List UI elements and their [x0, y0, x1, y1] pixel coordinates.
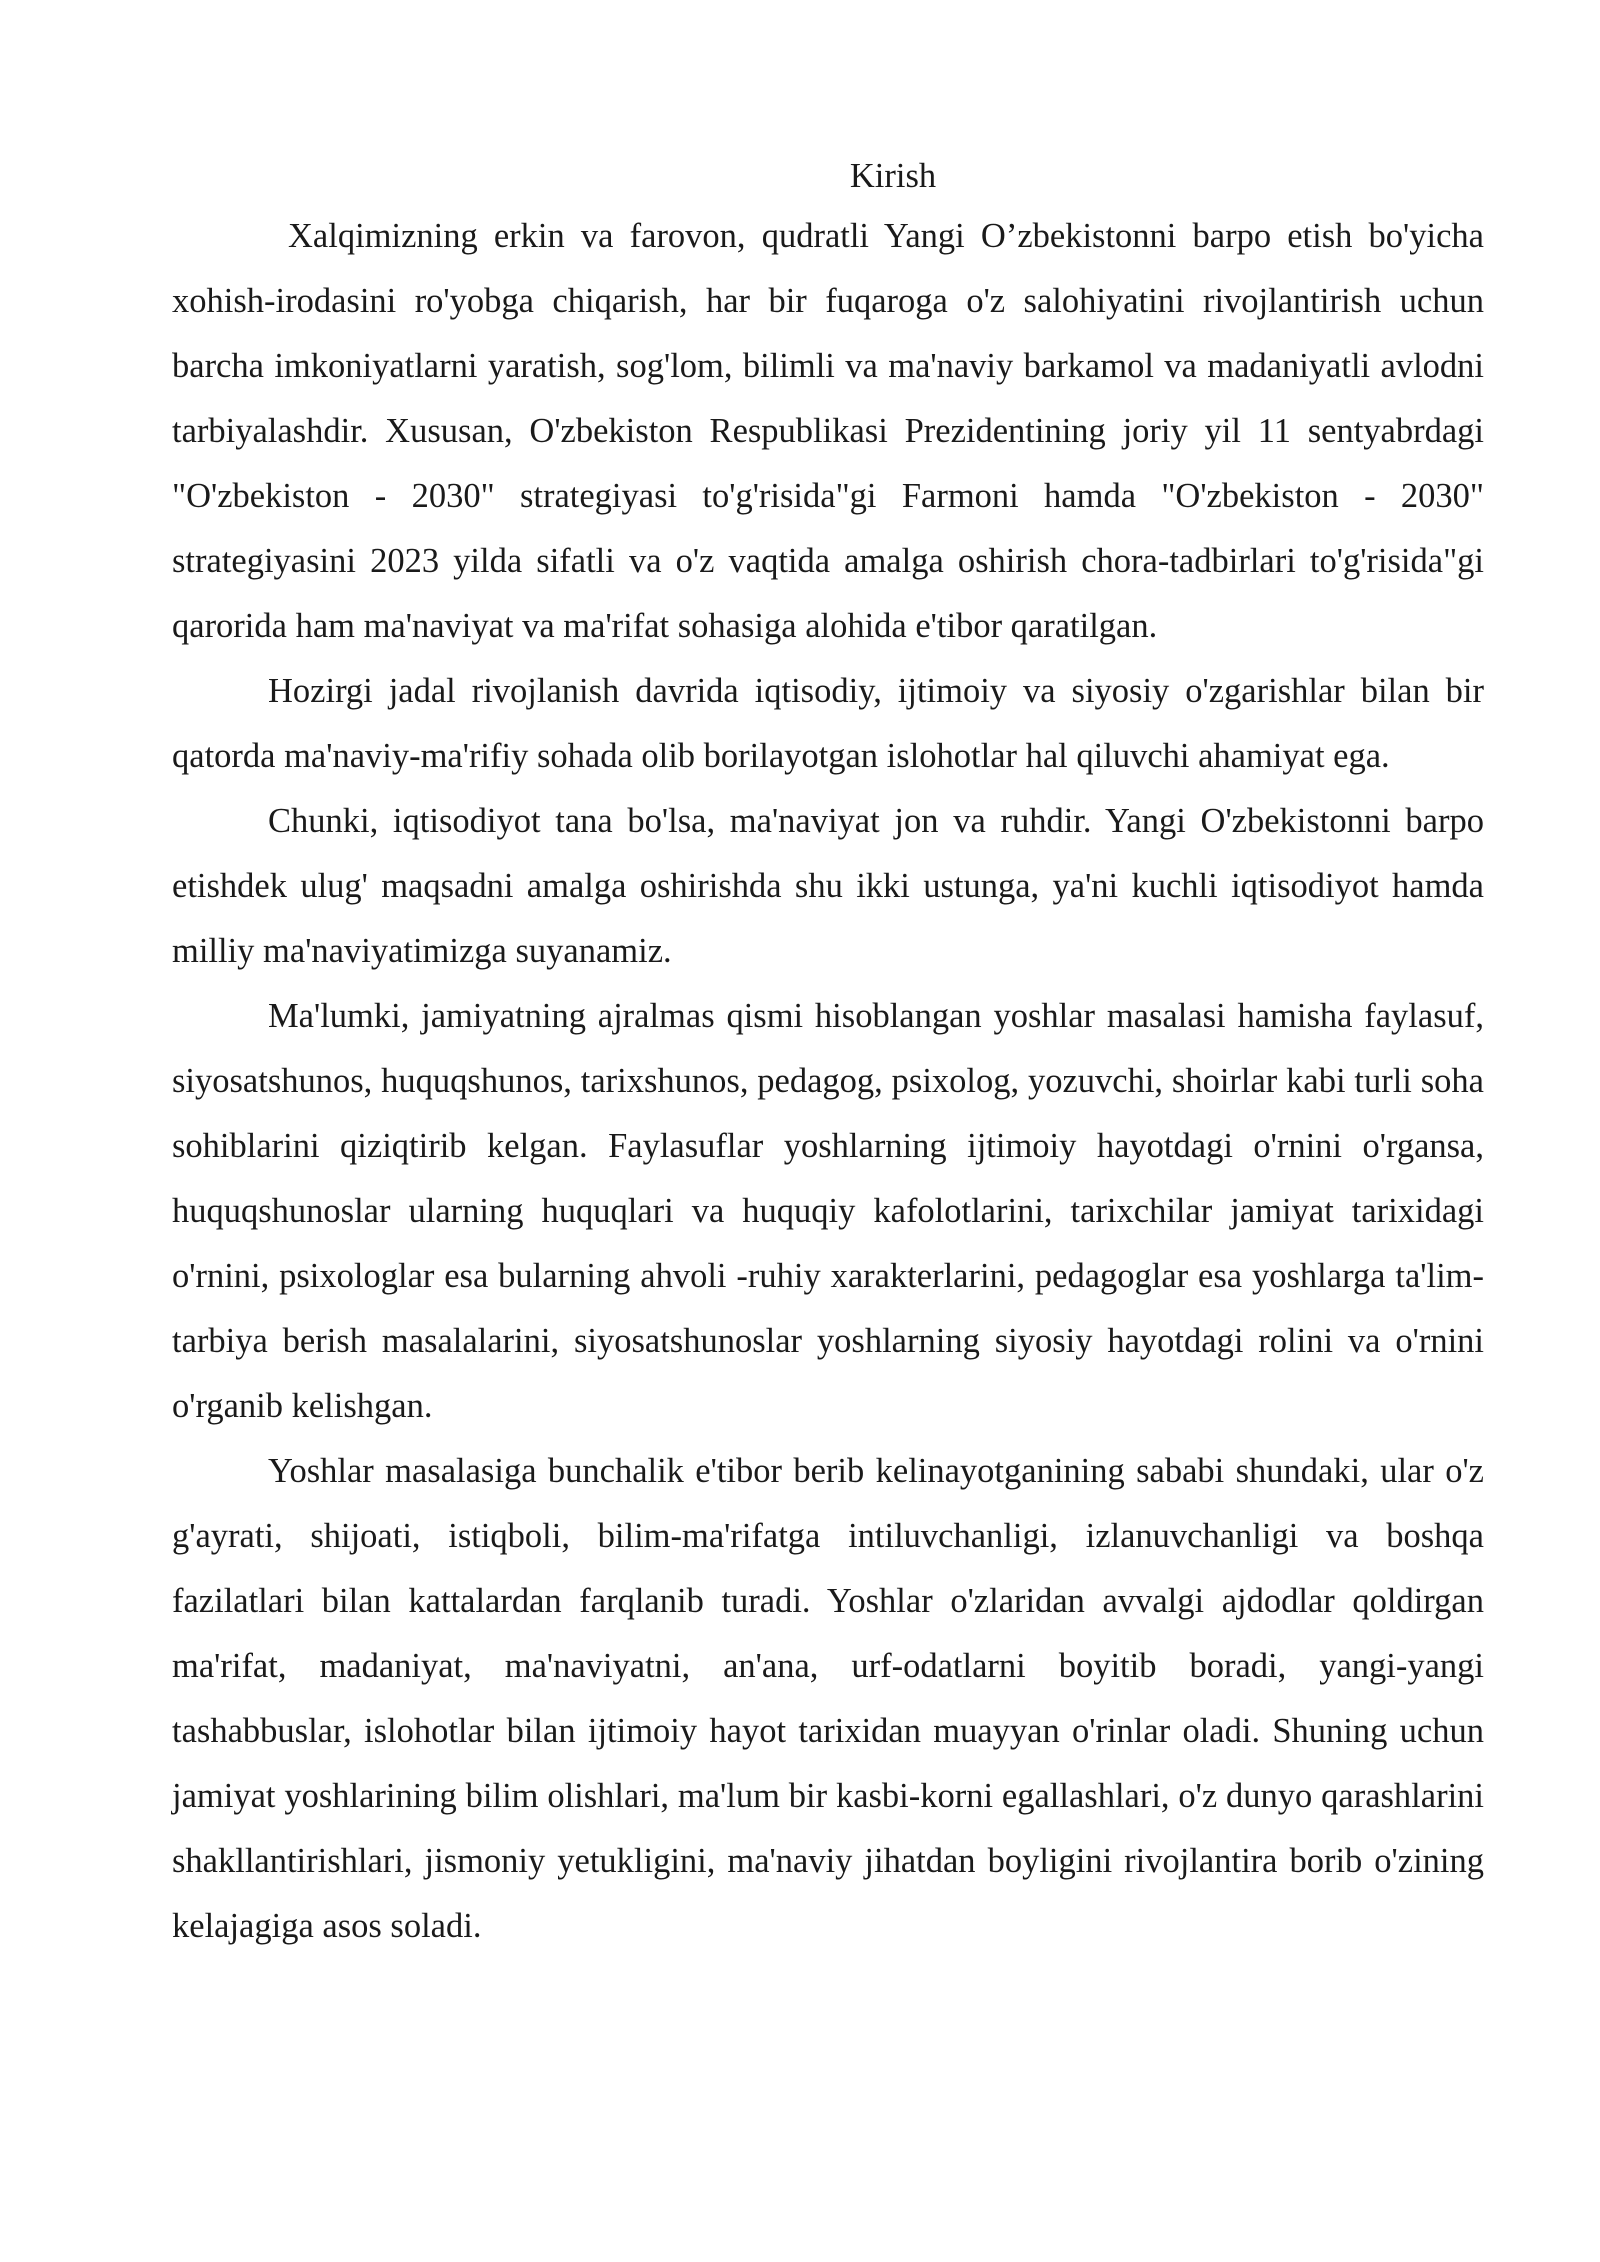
paragraph-youth-research: Ma'lumki, jamiyatning ajralmas qismi hisoblangan yoshlar masalasi hamisha faylasuf, siyosatshunos, huquqshunos, tarixshunos, pedagog, psixolog, yozuvchi, shoirlar kabi turli soha sohiblarini qiziqtirib kelgan. Faylasuflar yoshlarning ijtimoiy hayotdagi o'rnini o'rgansa, huquqshunoslar ularning huquqlari va huquqiy kafolotlarini, tarixchilar jamiyat tarixidagi o'rnini, psixologlar esa bularning ahvoli -ruhiy xarakterlarini, pedagoglar esa yoshlarga ta'lim-tarbiya berish masalalarini, siyosatshunoslar yoshlarning siyosiy hayotdagi rolini va o'rnini o'rganib kelishgan. [172, 997, 1484, 1425]
document-body [172, 148, 1484, 1959]
document-title: Kirish [849, 157, 937, 195]
paragraph-intro: Xalqimizning erkin va farovon, qudratli Yangi O’zbekistonni barpo etish bo'yicha xohish-irodasini ro'yobga chiqarish, har bir fuqaroga o'z salohiyatini rivojlantirish uchun barcha imkoniyatlarni yaratish, sog'lom, bilimli va ma'naviy barkamol va madaniyatli avlodni tarbiyalashdir. Xususan, O'zbekiston Respublikasi Prezidentining joriy yil 11 sentyabrdagi "O'zbekiston - 2030" strategiyasi to'g'risida"gi Farmoni hamda "O'zbekiston - 2030" strategiyasini 2023 yilda sifatli va o'z vaqtida amalga oshirish chora-tadbirlari to'g'risida"gi qarorida ham ma'naviyat va ma'rifat sohasiga alohida e'tibor qaratilgan. [172, 217, 1484, 645]
paragraph-youth-attention: Yoshlar masalasiga bunchalik e'tibor berib kelinayotganining sababi shundaki, ular o'z g'ayrati, shijoati, istiqboli, bilim-ma'rifatga intiluvchanligi, izlanuvchanligi va boshqa fazilatlari bilan kattalardan farqlanib turadi. Yoshlar o'zlaridan avvalgi ajdodlar qoldirgan ma'rifat, madaniyat, ma'naviyatni, an'ana, urf-odatlarni boyitib boradi, yangi-yangi tashabbuslar, islohotlar bilan ijtimoiy hayot tarixidan muayyan o'rinlar oladi. Shuning uchun jamiyat yoshlarining bilim olishlari, ma'lum bir kasbi-korni egallashlari, o'z dunyo qarashlarini shakllantirishlari, jismoniy yetukligini, ma'naviy jihatdan boyligini rivojlantira borib o'zining kelajagiga asos soladi. [172, 1452, 1484, 1945]
paragraph-reforms: Hozirgi jadal rivojlanish davrida iqtisodiy, ijtimoiy va siyosiy o'zgarishlar bilan bir qatorda ma'naviy-ma'rifiy sohada olib borilayotgan islohotlar hal qiluvchi ahamiyat ega. [172, 672, 1484, 775]
paragraph-economy-spirituality: Chunki, iqtisodiyot tana bo'lsa, ma'naviyat jon va ruhdir. Yangi O'zbekistonni barpo etishdek ulug' maqsadni amalga oshirishda shu ikki ustunga, ya'ni kuchli iqtisodiyot hamda milliy ma'naviyatimizga suyanamiz. [172, 802, 1484, 970]
